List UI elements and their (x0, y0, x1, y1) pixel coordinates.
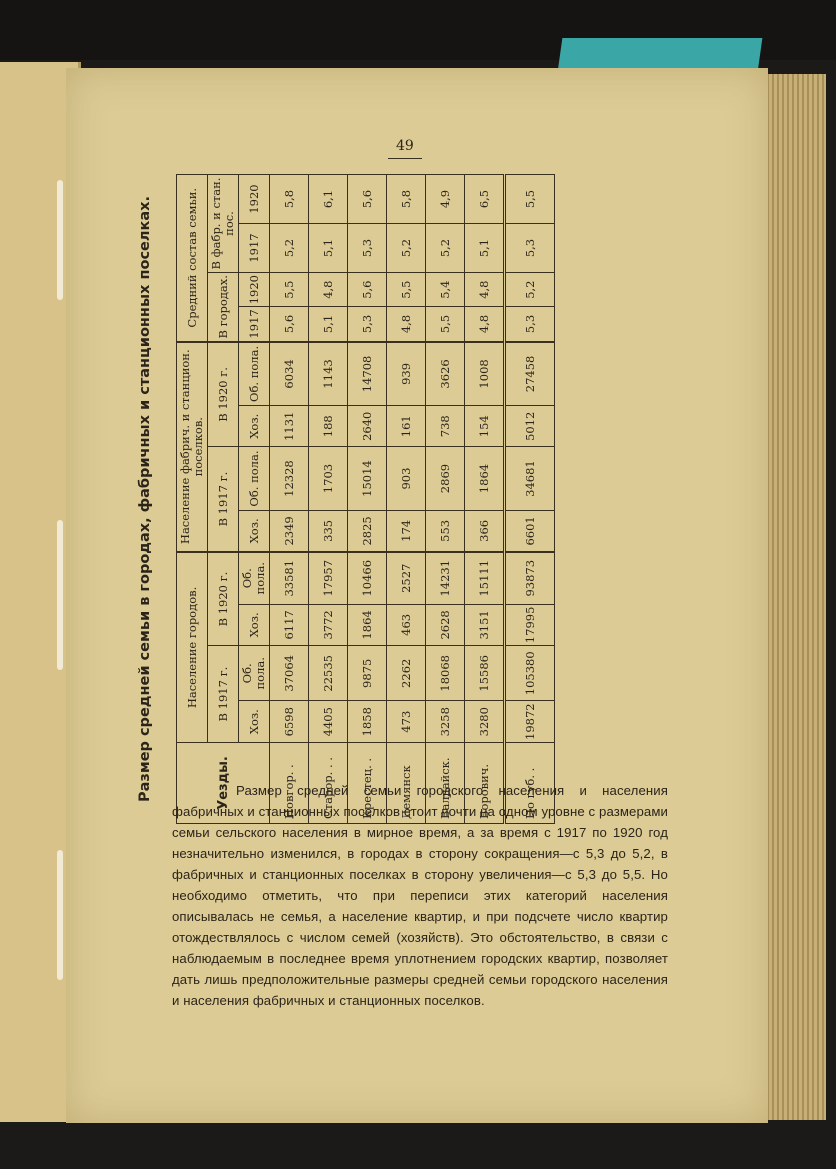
binding-stitch (57, 850, 63, 980)
cell: 5,3 (505, 224, 555, 273)
cell: 4,9 (426, 175, 465, 224)
cell: 9875 (348, 646, 387, 701)
cell: 27458 (505, 342, 555, 406)
cell: 2527 (387, 552, 426, 604)
cell: 6598 (270, 701, 309, 743)
cell: 22535 (309, 646, 348, 701)
table-row (309, 175, 348, 824)
cell: 5,4 (426, 273, 465, 307)
cell: 174 (387, 510, 426, 552)
table-row (387, 175, 426, 824)
row-name: Демянск (387, 743, 426, 824)
cell: 5,6 (270, 307, 309, 342)
cell: 335 (309, 510, 348, 552)
cell: 5,1 (465, 224, 505, 273)
cell: 553 (426, 510, 465, 552)
header-factory-1920: В 1920 г. (208, 342, 239, 447)
header-ob-pola: Об. пола. (239, 552, 270, 604)
cell: 4,8 (309, 273, 348, 307)
cell: 939 (387, 342, 426, 406)
cell: 3151 (465, 604, 505, 646)
cell: 5,6 (348, 273, 387, 307)
row-name: Крестец. . (348, 743, 387, 824)
header-city-1917: В 1917 г. (208, 646, 239, 743)
cell: 463 (387, 604, 426, 646)
header-hoz: Хоз. (239, 604, 270, 646)
header-year-1917: 1917 (239, 307, 270, 342)
header-ob-pola: Об. пола. (239, 342, 270, 406)
row-name: Новгор. . (270, 743, 309, 824)
cell: 903 (387, 447, 426, 511)
cell: 5,6 (348, 175, 387, 224)
cell: 1143 (309, 342, 348, 406)
header-hoz: Хоз. (239, 406, 270, 447)
cell: 12328 (270, 447, 309, 511)
cell: 1864 (465, 447, 505, 511)
cell: 5,5 (270, 273, 309, 307)
rotated-table-block (128, 174, 688, 824)
cell: 15111 (465, 552, 505, 604)
table-row (348, 175, 387, 824)
cell: 3258 (426, 701, 465, 743)
cell: 188 (309, 406, 348, 447)
cell: 3772 (309, 604, 348, 646)
cell: 2825 (348, 510, 387, 552)
cell: 5,3 (348, 224, 387, 273)
header-uezd: Уезды. (177, 743, 270, 824)
cell: 37064 (270, 646, 309, 701)
header-ob-pola: Об. пола. (239, 646, 270, 701)
page-number: 49 (388, 138, 422, 159)
cell: 6,5 (465, 175, 505, 224)
binding-stitch (57, 520, 63, 670)
header-avg-cities: В городах. (208, 273, 239, 342)
binding-stitch (57, 180, 63, 300)
cell: 473 (387, 701, 426, 743)
family-size-table (176, 174, 555, 824)
table-row (426, 175, 465, 824)
table-row (270, 175, 309, 824)
cell: 3280 (465, 701, 505, 743)
cell: 161 (387, 406, 426, 447)
row-name: По губ. . (505, 743, 555, 824)
cell: 154 (465, 406, 505, 447)
cell: 2349 (270, 510, 309, 552)
cell: 6,1 (309, 175, 348, 224)
row-name: Старор. . . (309, 743, 348, 824)
cell: 6034 (270, 342, 309, 406)
cell: 2869 (426, 447, 465, 511)
cell: 33581 (270, 552, 309, 604)
header-factory-population: Население фабрич. и станцион. поселков. (177, 342, 208, 552)
cell: 15014 (348, 447, 387, 511)
header-year-1920: 1920 (239, 175, 270, 224)
cell: 1864 (348, 604, 387, 646)
rotated-table-frame (128, 174, 688, 824)
cell: 366 (465, 510, 505, 552)
cell: 6117 (270, 604, 309, 646)
header-city-population: Население городов. (177, 552, 208, 743)
cell: 4405 (309, 701, 348, 743)
cell: 4,8 (465, 273, 505, 307)
header-factory-1917: В 1917 г. (208, 447, 239, 552)
header-year-1920: 1920 (239, 273, 270, 307)
cell: 1008 (465, 342, 505, 406)
cell: 2640 (348, 406, 387, 447)
cell: 4,8 (465, 307, 505, 342)
header-hoz: Хоз. (239, 510, 270, 552)
header-avg-factory: В фабр. и стан. пос. (208, 175, 239, 273)
header-city-1920: В 1920 г. (208, 552, 239, 646)
header-year-1917: 1917 (239, 224, 270, 273)
body-paragraph: Размер средней семьи городского населения и населения фабричных и станционных поселков стоит почти на одном уровне с размерами семьи сельского населения в мирное время, а за время с 1917 по 1920 год незначительно изменился, в городах в сторону сокращения—с 5,3 до 5,2, в фабричных и станционных поселках в сторону увеличения—с 5,3 до 5,5. Но необходимо отметить, что при переписи этих категорий населения описывалась не семья, а население квартир, и при подсчете число квартир отождествлялось с числом семей (хозяйств). Это обстоятельство, в связи с наблюдаемым в последнее время уплотнением городских квартир, позволяет дать лишь предположительные размеры средней семьи городского населения и населения фабричных и станционных поселков. (172, 783, 668, 1008)
table-title: Размер средней семьи в городах, фабричных и станционных поселках. (137, 196, 153, 802)
cell: 5,1 (309, 224, 348, 273)
header-hoz: Хоз. (239, 701, 270, 743)
cell: 10466 (348, 552, 387, 604)
cell: 5,3 (348, 307, 387, 342)
cell: 5,2 (505, 273, 555, 307)
cell: 14708 (348, 342, 387, 406)
cell: 5,5 (426, 307, 465, 342)
cell: 2628 (426, 604, 465, 646)
cell: 4,8 (387, 307, 426, 342)
cell: 5,2 (387, 224, 426, 273)
bookmark-tab (558, 38, 763, 72)
cell: 5,2 (270, 224, 309, 273)
cell: 5,1 (309, 307, 348, 342)
cell: 5,8 (387, 175, 426, 224)
cell: 1131 (270, 406, 309, 447)
book-page (66, 68, 768, 1123)
cell: 5,3 (505, 307, 555, 342)
row-name: Валдайск. (426, 743, 465, 824)
cell: 34681 (505, 447, 555, 511)
cell: 5012 (505, 406, 555, 447)
cell: 738 (426, 406, 465, 447)
cell: 5,5 (387, 273, 426, 307)
cell: 5,2 (426, 224, 465, 273)
cell: 5,5 (505, 175, 555, 224)
cell: 1858 (348, 701, 387, 743)
cell: 17995 (505, 604, 555, 646)
cell: 15586 (465, 646, 505, 701)
cell: 5,8 (270, 175, 309, 224)
cell: 93873 (505, 552, 555, 604)
table-total-row (505, 175, 555, 824)
header-average-family: Средний состав семьи. (177, 175, 208, 342)
page-edges (764, 74, 826, 1120)
cell: 2262 (387, 646, 426, 701)
table-row (465, 175, 505, 824)
row-name: Борович. (465, 743, 505, 824)
cell: 105380 (505, 646, 555, 701)
cell: 3626 (426, 342, 465, 406)
cell: 1703 (309, 447, 348, 511)
cell: 14231 (426, 552, 465, 604)
header-ob-pola: Об. пола. (239, 447, 270, 511)
cell: 19872 (505, 701, 555, 743)
cell: 18068 (426, 646, 465, 701)
cell: 6601 (505, 510, 555, 552)
cell: 17957 (309, 552, 348, 604)
